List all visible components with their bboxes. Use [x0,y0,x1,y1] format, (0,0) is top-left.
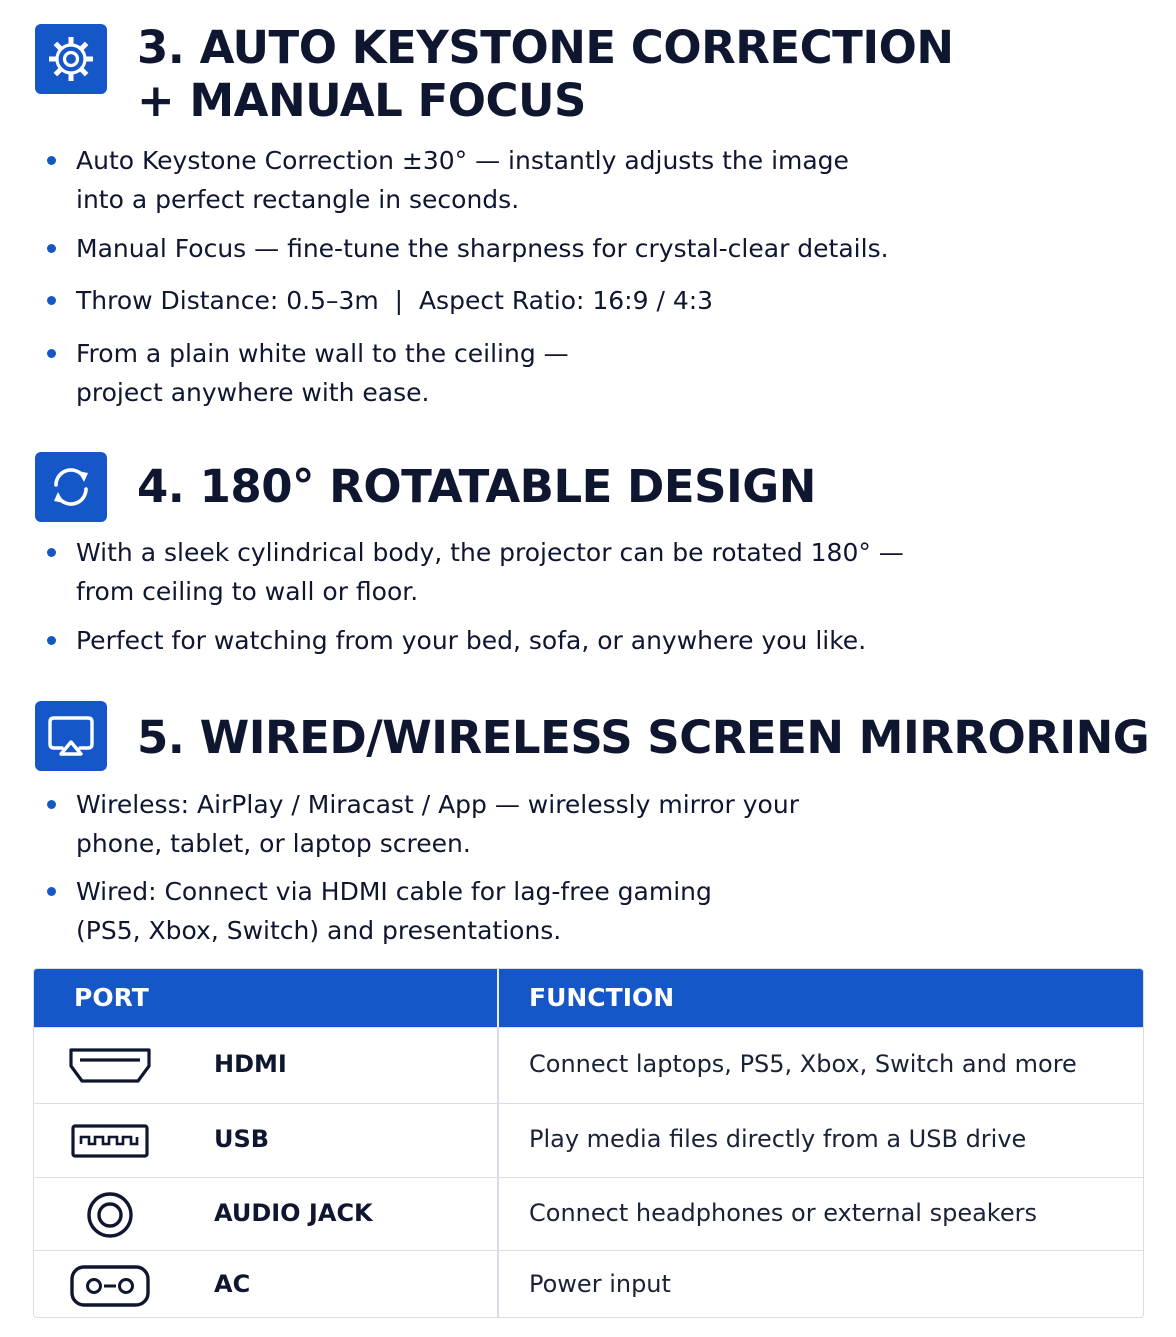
bullet-line: Auto Keystone Correction ±30° — instantly adjusts the image [76,146,849,175]
bullet-line: (PS5, Xbox, Switch) and presentations. [76,916,562,945]
bullet-line: from ceiling to wall or floor. [76,577,419,606]
table-row [34,1177,1143,1250]
section-title [137,21,954,127]
bullet-line: With a sleek cylindrical body, the projector can be rotated 180° — [76,538,904,567]
column-divider [497,969,499,1027]
port-name: AC [214,1270,251,1298]
port-name: USB [214,1125,270,1153]
port-function: Connect headphones or external speakers [529,1199,1037,1227]
bullet-line: Throw Distance: 0.5–3m | Aspect Ratio: 16:9 / 4:3 [76,286,714,315]
bullet-line: phone, tablet, or laptop screen. [76,829,471,858]
list-item [76,281,1136,320]
bullet-line: into a perfect rectangle in seconds. [76,185,520,214]
table-row [34,1103,1143,1177]
ac-power-icon [68,1251,152,1318]
screen-mirroring-icon [35,701,107,771]
section-title [137,460,816,513]
list-item [76,141,1136,219]
list-item [76,334,1136,412]
port-function: Connect laptops, PS5, Xbox, Switch and more [529,1050,1077,1078]
table-row [34,1027,1143,1103]
rotate-icon [35,452,107,522]
port-function: Play media files directly from a USB drive [529,1125,1027,1153]
section-title-line: 3. AUTO KEYSTONE CORRECTION [137,21,954,74]
list-item [76,872,1136,950]
usb-port-icon [68,1104,152,1178]
port-function: Power input [529,1270,671,1298]
bullet-line: Wireless: AirPlay / Miracast / App — wirelessly mirror your [76,790,799,819]
section-title-line: 5. WIRED/WIRELESS SCREEN MIRRORING [137,711,1150,764]
port-name: AUDIO JACK [214,1199,373,1227]
bullet-line: Perfect for watching from your bed, sofa, or anywhere you like. [76,626,867,655]
list-item [76,229,1136,268]
audio-jack-icon [68,1178,152,1251]
column-header-function: FUNCTION [529,983,675,1012]
table-row [34,1250,1143,1318]
column-header-port: PORT [74,983,149,1012]
hdmi-port-icon [68,1028,152,1104]
list-item [76,533,1136,611]
list-item [76,621,1136,660]
section-title-line: 4. 180° ROTATABLE DESIGN [137,460,816,513]
list-item [76,785,1136,863]
table-header [34,969,1143,1027]
section-title [137,711,1149,764]
gear-icon [35,24,107,94]
ports-table [33,968,1144,1318]
section-title-line: + MANUAL FOCUS [137,74,586,127]
bullet-line: project anywhere with ease. [76,378,430,407]
bullet-line: Wired: Connect via HDMI cable for lag-free gaming [76,877,712,906]
bullet-line: Manual Focus — fine-tune the sharpness for crystal-clear details. [76,234,889,263]
bullet-line: From a plain white wall to the ceiling — [76,339,569,368]
port-name: HDMI [214,1050,287,1078]
